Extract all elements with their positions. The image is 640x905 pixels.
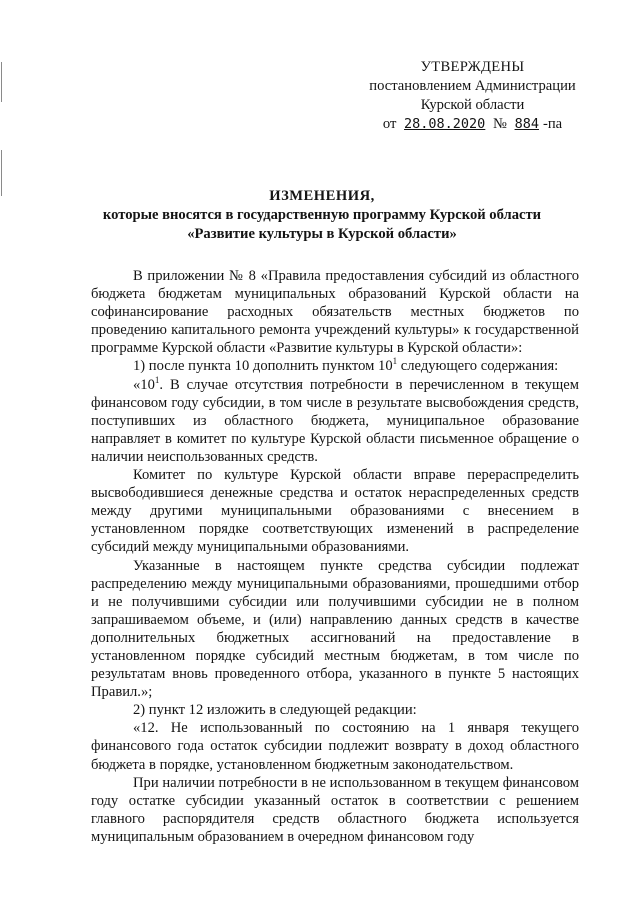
document-title: ИЗМЕНЕНИЯ,	[269, 188, 375, 204]
approval-date-line	[350, 115, 595, 134]
item-1-text-end: следующего содержания:	[397, 358, 559, 375]
superscript-1b: 1	[154, 374, 160, 385]
paragraph-point-10-1	[91, 376, 579, 466]
number-sign: №	[492, 116, 507, 132]
document-title-block	[62, 187, 582, 244]
superscript-1: 1	[392, 356, 398, 367]
paragraph-point-12: «12. Не использованный по состоянию на 1 января текущего финансового года остаток субсидии подлежит возврату в доход областного бюджета в порядке, установленном бюджетным законодательством.	[91, 720, 579, 773]
approval-line-region: Курской области	[420, 97, 525, 113]
approval-line-authority: постановлением Администрации	[369, 78, 576, 94]
paragraph-item-2: 2) пункт 12 изложить в следующей редакции:	[133, 702, 417, 719]
scan-edge-mark-top	[1, 62, 2, 102]
paragraph-item-1	[91, 357, 579, 375]
decree-number: 884	[514, 116, 539, 132]
document-subtitle-line1: которые вносятся в государственную программу Курской области	[102, 207, 542, 223]
date-prefix: от	[382, 116, 397, 132]
number-suffix: -па	[542, 116, 563, 132]
paragraph-intro: В приложении № 8 «Правила предоставления субсидий из областного бюджета бюджетам муниципальных образований Курской области на софинансирование расходных обязательств местных бюджетов по проведению капитального ремонта учреждений культуры» к государственной программе Курской области «Развитие культуры в Курской области»:	[91, 268, 579, 357]
point-10-1-text: . В случае отсутствия потребности в перечисленном в текущем финансовом году субсидии, в том числе в результате высвобождения средств, поступивших из областного бюджета, муниципальное образование направляет в комитет по культуре Курской области письменное обращение о наличии неиспользованных средств.	[91, 376, 579, 465]
paragraph-distribution: Указанные в настоящем пункте средства субсидии подлежат распределению между муниципальными образованиями, прошедшими отбор и не получившими субсидии или получившими субсидии не в полном запрашиваемом объеме, и (или) направлению данных средств в качестве дополнительных бюджетных ассигнований на предоставление в установленном порядке субсидий местным бюджетам, в том числе по результатам вновь проведенного отбора, указанного в пункте 5 настоящих Правил.»;	[91, 557, 579, 701]
approval-stamp-block	[350, 58, 595, 134]
point-10-1-number: «10	[133, 376, 155, 393]
paragraph-committee: Комитет по культуре Курской области вправе перераспределить высвободившиеся денежные средства и остаток нераспределенных средств между другими муниципальными образованиями с внесением в установленном порядке соответствующих изменений в распределение субсидий между муниципальными образованиями.	[91, 467, 579, 556]
paragraph-remainder: При наличии потребности в не использованном в текущем финансовом году остатке субсидии указанный остаток в соответствии с решением главного распорядителя средств областного бюджета используется муниципальным образованием в очередном финансовом году	[91, 774, 579, 845]
item-1-text: 1) после пункта 10 дополнить пунктом 10	[133, 358, 393, 375]
approval-heading: УТВЕРЖДЕНЫ	[420, 59, 525, 75]
document-subtitle-line2: «Развитие культуры в Курской области»	[187, 226, 457, 242]
document-body	[91, 267, 579, 846]
decree-date: 28.08.2020	[404, 116, 486, 132]
scan-edge-mark-middle	[1, 150, 2, 196]
